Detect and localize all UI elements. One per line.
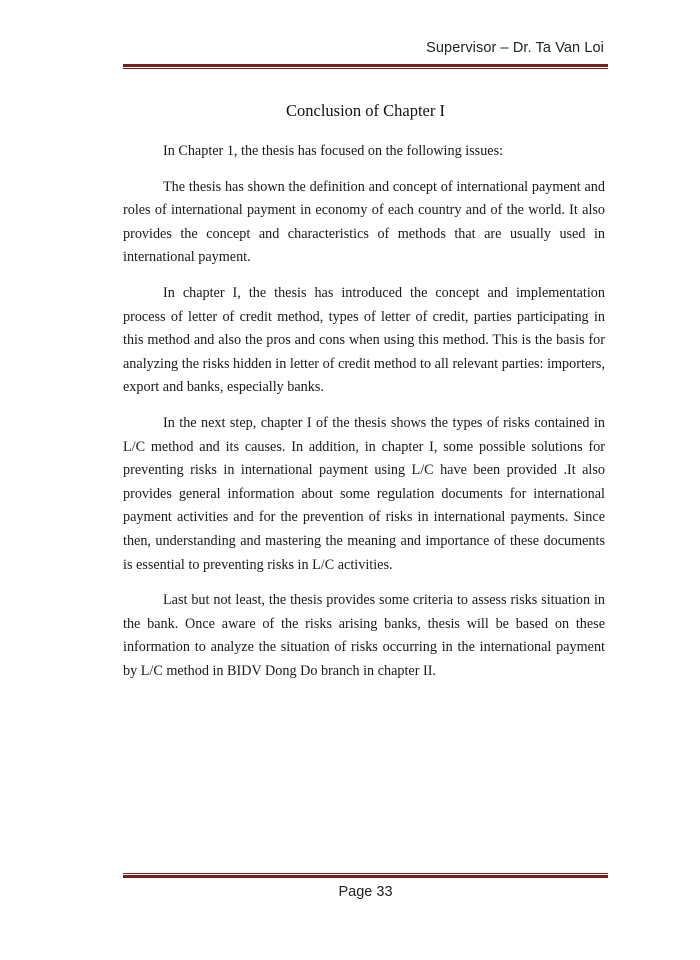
paragraph-letter-of-credit: In chapter I, the thesis has introduced the concept and implementation process of letter of credit method, types of letter of credit, parties participating in this method and also the pros and cons when using this method. This is the basis for analyzing the risks hidden in letter of credit method to all relevant parties: importers, export and banks, especially banks. (123, 284, 605, 396)
paragraph-criteria: Last but not least, the thesis provides some criteria to assess risks situation in the bank. Once aware of the risks arising banks, thesis will be based on these information to analyze the situation of risks occurring in the international payment by L/C method in BIDV Dong Do branch in chapter II. (123, 592, 605, 679)
header-divider (123, 64, 608, 69)
paragraph-intro: In Chapter 1, the thesis has focused on the following issues: (163, 143, 504, 159)
paragraph-definition: The thesis has shown the definition and concept of international payment and roles of international payment in economy of each country and of the world. It also provides the concept and characteristics of methods that are usually used in international payment. (123, 178, 605, 266)
page-number: Page 33 (338, 884, 393, 900)
running-header: Supervisor – Dr. Ta Van Loi (426, 40, 604, 56)
paragraph-risks: In the next step, chapter I of the thesis shows the types of risks contained in L/C method and its causes. In addition, in chapter I, some possible solutions for preventing risks in international payment using L/C have been provided .It also provides general information about some regulation documents for international payment activities and for the prevention of risks in international payments. Since then, understanding and mastering the meaning and importance of these documents is essential to preventing risks in L/C activities. (123, 414, 605, 573)
chapter-title: Conclusion of Chapter I (285, 101, 445, 120)
body-text (123, 140, 605, 695)
footer-divider (123, 873, 608, 878)
